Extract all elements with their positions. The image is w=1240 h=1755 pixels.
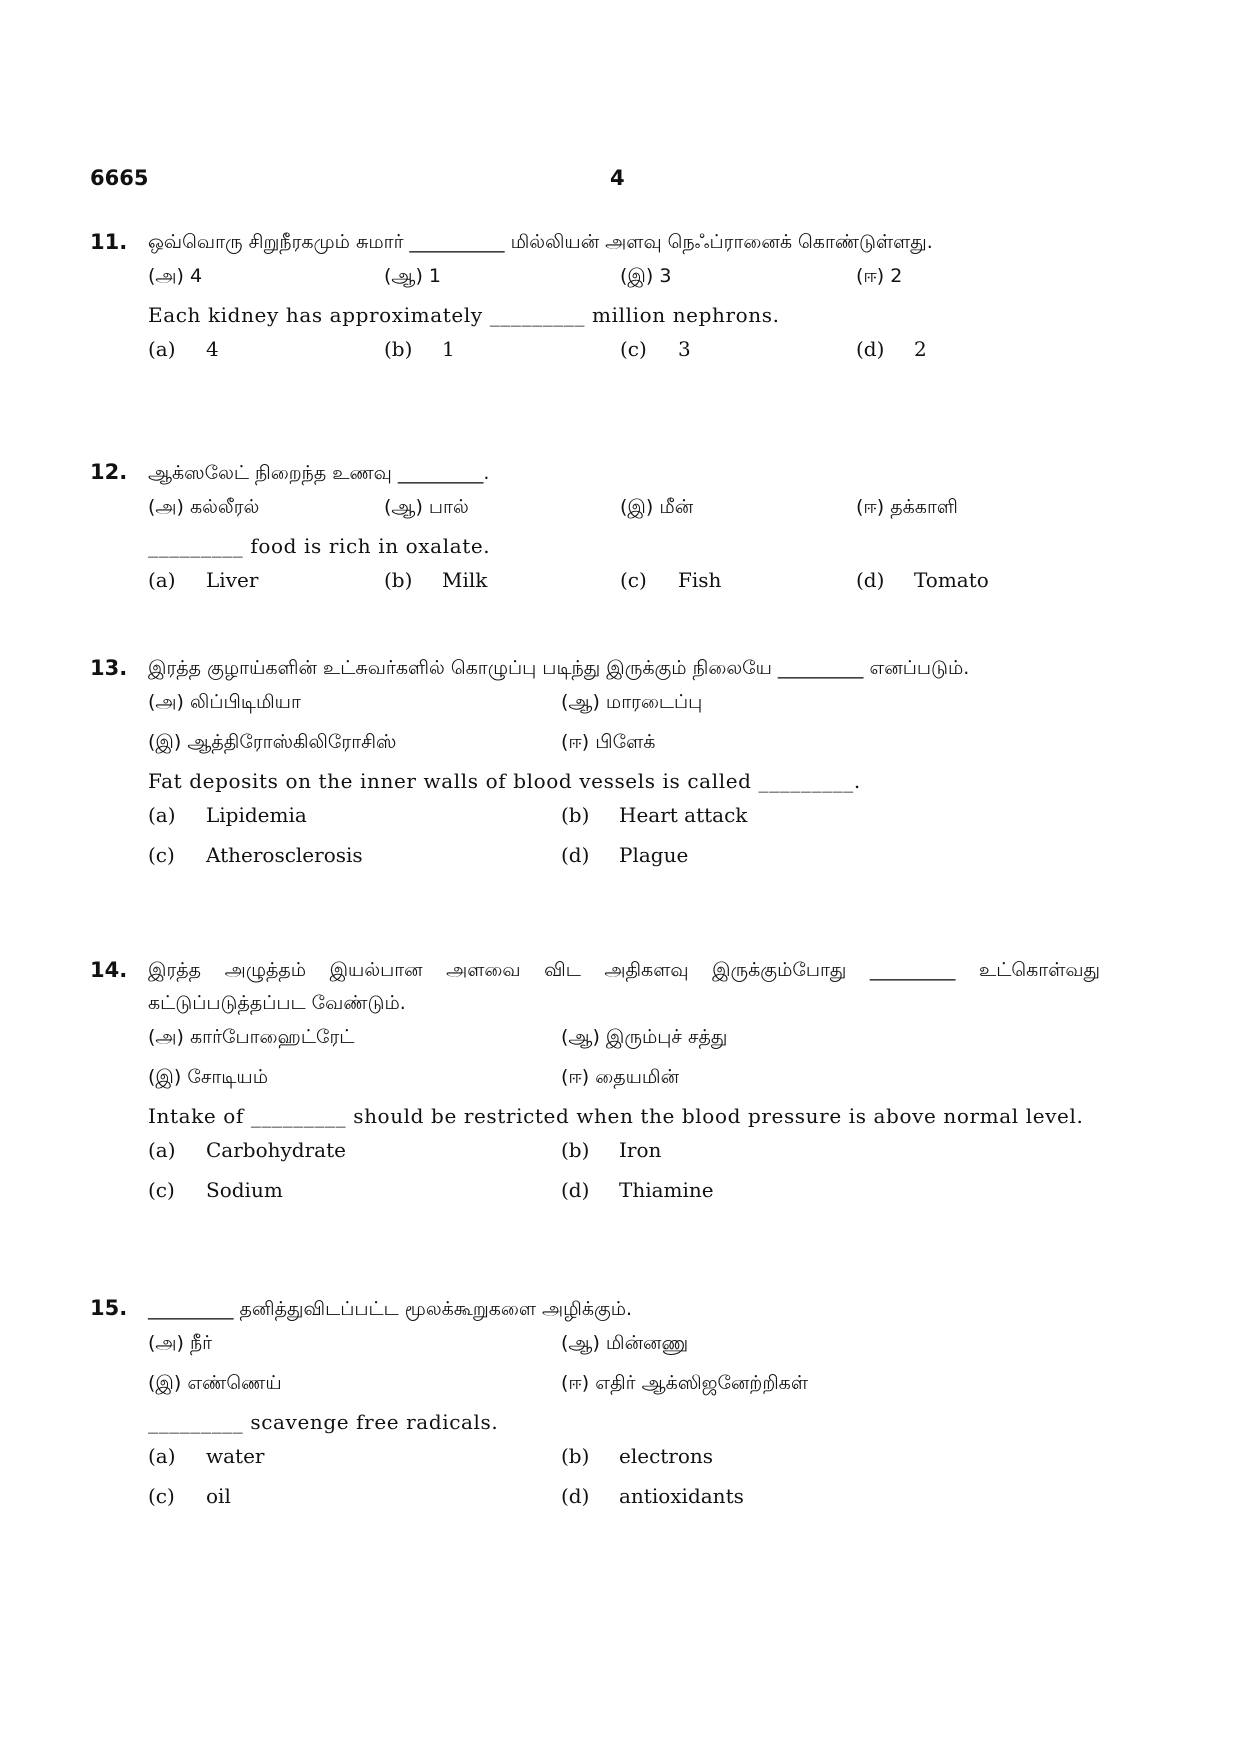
option: (a) Carbohydrate [148, 1138, 346, 1162]
english-text: _________ food is rich in oxalate. [148, 534, 491, 558]
option: (ஆ) இரும்புச் சத்து [561, 1026, 728, 1048]
option: (d) antioxidants [561, 1484, 744, 1508]
tamil-text: ஒவ்வொரு சிறுநீரகமும் சுமார் __________ மில்லியன் அளவு நெஃப்ரானைக் கொண்டுள்ளது. [148, 231, 933, 253]
english-options [90, 1132, 1100, 1172]
option: (b) Milk [384, 568, 488, 592]
question-tamil [90, 226, 1100, 259]
option: (b) electrons [561, 1444, 714, 1468]
option: (d) 2 [856, 337, 927, 361]
option: (ஈ) தக்காளி [856, 496, 958, 518]
english-options [90, 1438, 1100, 1478]
option: (a) Lipidemia [148, 803, 307, 827]
option: (d) Thiamine [561, 1178, 714, 1202]
question-14 [90, 954, 1100, 1212]
tamil-options [90, 1020, 1100, 1060]
question-tamil [90, 456, 1100, 490]
option: (d) Tomato [856, 568, 989, 592]
page-header [90, 166, 1090, 196]
question-13 [90, 652, 1100, 877]
question-number: 11. [90, 230, 128, 254]
english-options [90, 331, 1100, 371]
option: (b) 1 [384, 337, 455, 361]
english-options [90, 1172, 1100, 1212]
english-text: _________ scavenge free radicals. [148, 1410, 499, 1434]
question-number: 13. [90, 656, 128, 680]
question-number: 15. [90, 1296, 128, 1320]
tamil-options [90, 490, 1100, 530]
option: (அ) நீர் [148, 1332, 213, 1354]
tamil-options [90, 1326, 1100, 1366]
option: (c) Atherosclerosis [148, 843, 363, 867]
option: (அ) 4 [148, 265, 203, 287]
question-11 [90, 226, 1100, 371]
option: (அ) லிப்பிடிமியா [148, 691, 301, 713]
option: (c) Sodium [148, 1178, 283, 1202]
tamil-options [90, 725, 1100, 765]
option: (ஆ) 1 [384, 265, 441, 287]
option: (இ) சோடியம் [148, 1066, 268, 1088]
option: (d) Plague [561, 843, 689, 867]
option: (இ) எண்ணெய் [148, 1372, 282, 1394]
option: (ஈ) தையமின் [561, 1066, 680, 1088]
tamil-text: இரத்த குழாய்களின் உட்சுவர்களில் கொழுப்பு படிந்து இருக்கும் நிலையே _________ எனப்படும். [148, 657, 970, 679]
tamil-text: _________ தனித்துவிடப்பட்ட மூலக்கூறுகளை அழிக்கும். [148, 1298, 633, 1320]
option: (c) 3 [620, 337, 691, 361]
option: (ஈ) 2 [856, 265, 903, 287]
question-tamil [90, 652, 1100, 685]
option: (c) oil [148, 1484, 231, 1508]
english-options [90, 1478, 1100, 1518]
english-options [90, 837, 1100, 877]
tamil-text: ஆக்ஸலேட் நிறைந்த உணவு _________. [148, 462, 490, 484]
question-number: 14. [90, 958, 128, 982]
option: (ஆ) மாரடைப்பு [561, 691, 703, 713]
tamil-options [90, 685, 1100, 725]
option: (b) Heart attack [561, 803, 748, 827]
option: (ஈ) பிளேக் [561, 731, 656, 753]
paper-code: 6665 [90, 166, 149, 190]
option: (அ) கல்லீரல் [148, 496, 260, 518]
tamil-options [90, 1366, 1100, 1406]
tamil-options [90, 259, 1100, 299]
tamil-text: இரத்த அழுத்தம் இயல்பான அளவை விட அதிகளவு இருக்கும்போது _________ உட்கொள்வது கட்டுப்படுத்தப்பட வேண்டும். [148, 959, 1100, 1014]
option: (a) water [148, 1444, 265, 1468]
option: (a) Liver [148, 568, 259, 592]
option: (ஈ) எதிர் ஆக்ஸிஜனேற்றிகள் [561, 1372, 808, 1394]
tamil-options [90, 1060, 1100, 1100]
option: (ஆ) பால் [384, 496, 469, 518]
english-options [90, 562, 1100, 602]
question-number: 12. [90, 460, 128, 484]
english-text: Fat deposits on the inner walls of blood vessels is called _________. [148, 769, 861, 793]
question-tamil [90, 1292, 1100, 1326]
option: (இ) ஆத்திரோஸ்கிலிரோசிஸ் [148, 731, 397, 753]
option: (c) Fish [620, 568, 722, 592]
english-text: Each kidney has approximately _________ million nephrons. [148, 303, 780, 327]
english-text: Intake of _________ should be restricted when the blood pressure is above normal level. [148, 1104, 1084, 1128]
option: (ஆ) மின்னணு [561, 1332, 689, 1354]
option: (இ) 3 [620, 265, 672, 287]
option: (அ) கார்போஹைட்ரேட் [148, 1026, 355, 1048]
option: (b) Iron [561, 1138, 662, 1162]
question-15 [90, 1292, 1100, 1518]
question-tamil [90, 954, 1100, 1020]
page-number: 4 [610, 166, 625, 190]
option: (a) 4 [148, 337, 219, 361]
option: (இ) மீன் [620, 496, 694, 518]
question-12 [90, 456, 1100, 602]
english-options [90, 797, 1100, 837]
